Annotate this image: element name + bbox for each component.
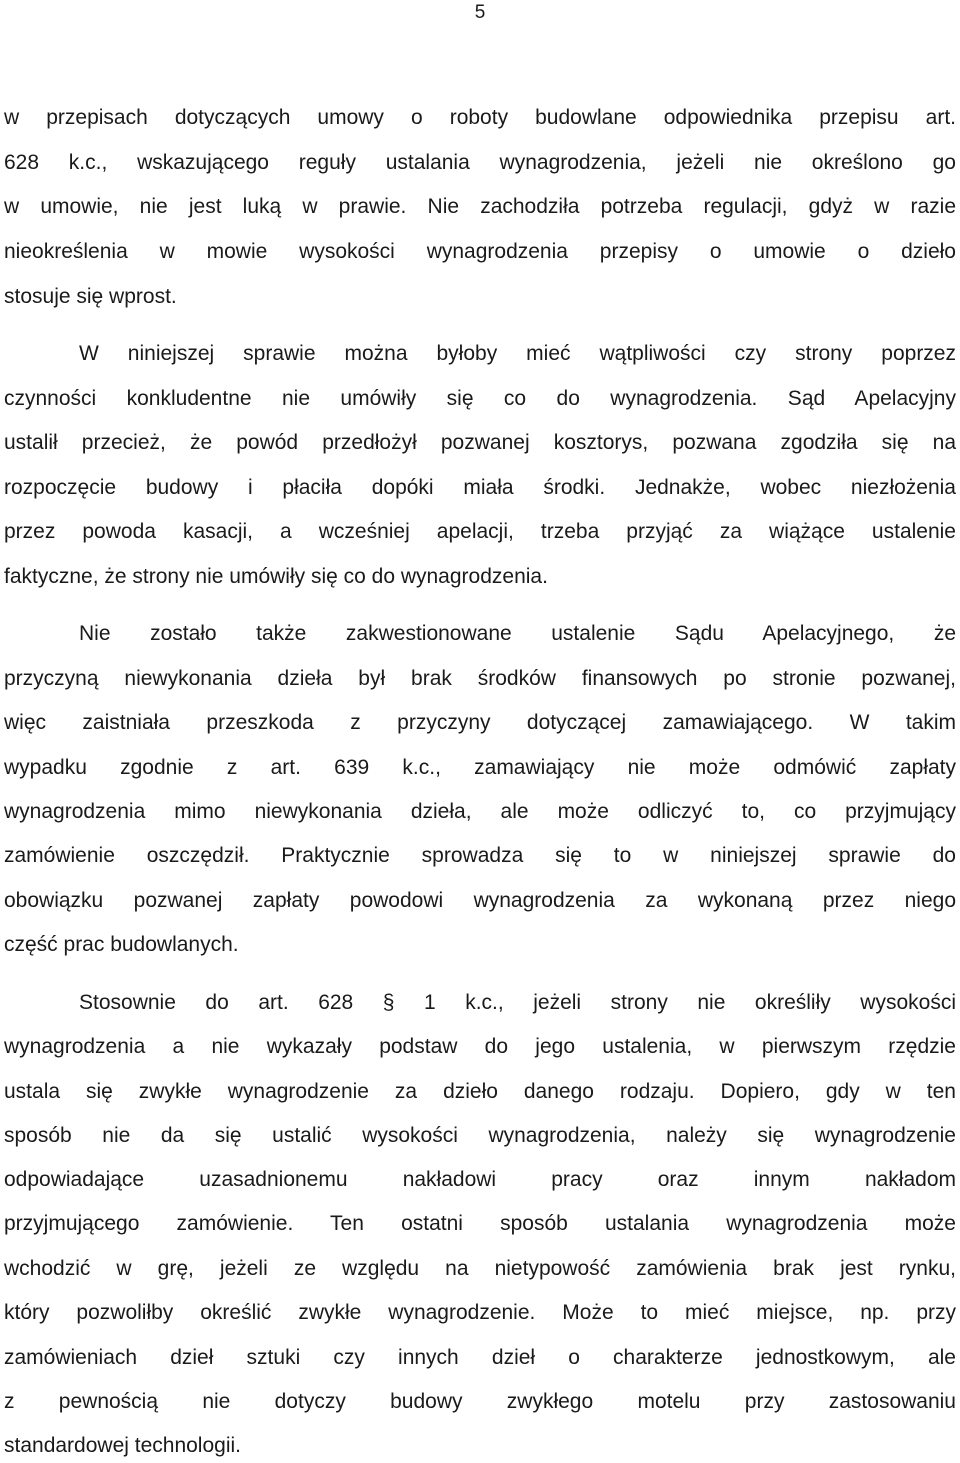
text-line: który pozwoliłby określić zwykłe wynagrodzenie. Może to mieć miejsce, np. przy bbox=[4, 1301, 956, 1324]
text-line: standardowej technologii. bbox=[4, 1434, 241, 1457]
text-line: sposób nie da się ustalić wysokości wynagrodzenia, należy się wynagrodzenie bbox=[4, 1124, 956, 1147]
text-line: 628 k.c., wskazującego reguły ustalania wynagrodzenia, jeżeli nie określono go bbox=[4, 151, 956, 174]
text-line: ustalił przecież, że powód przedłożył pozwanej kosztorys, pozwana zgodziła się na bbox=[4, 431, 956, 454]
text-line: faktyczne, że strony nie umówiły się co do wynagrodzenia. bbox=[4, 565, 548, 588]
text-line: wchodzić w grę, jeżeli ze względu na nietypowość zamówienia brak jest rynku, bbox=[4, 1257, 956, 1280]
text-line: w umowie, nie jest luką w prawie. Nie zachodziła potrzeba regulacji, gdyż w razie bbox=[4, 195, 956, 218]
page-number: 5 bbox=[474, 2, 486, 23]
text-line: wypadku zgodnie z art. 639 k.c., zamawiający nie może odmówić zapłaty bbox=[4, 756, 956, 779]
text-line: nieokreślenia w mowie wysokości wynagrodzenia przepisy o umowie o dzieło bbox=[4, 240, 956, 263]
text-line: obowiązku pozwanej zapłaty powodowi wynagrodzenia za wykonaną przez niego bbox=[4, 889, 956, 912]
text-line: część prac budowlanych. bbox=[4, 933, 239, 956]
text-line: przez powoda kasacji, a wcześniej apelacji, trzeba przyjąć za wiążące ustalenie bbox=[4, 520, 956, 543]
text-line: W niniejszej sprawie można byłoby mieć wątpliwości czy strony poprzez bbox=[79, 342, 956, 365]
text-line: w przepisach dotyczących umowy o roboty budowlane odpowiednika przepisu art. bbox=[4, 106, 956, 129]
text-line: wynagrodzenia a nie wykazały podstaw do jego ustalenia, w pierwszym rzędzie bbox=[4, 1035, 956, 1058]
text-line: czynności konkludentne nie umówiły się co do wynagrodzenia. Sąd Apelacyjny bbox=[4, 387, 956, 410]
text-line: ustala się zwykłe wynagrodzenie za dzieło danego rodzaju. Dopiero, gdy w ten bbox=[4, 1080, 956, 1103]
text-line: Nie zostało także zakwestionowane ustalenie Sądu Apelacyjnego, że bbox=[79, 622, 956, 645]
text-line: odpowiadające uzasadnionemu nakładowi pracy oraz innym nakładom bbox=[4, 1168, 956, 1191]
text-line: zamówieniach dzieł sztuki czy innych dzieł o charakterze jednostkowym, ale bbox=[4, 1346, 956, 1369]
text-line: stosuje się wprost. bbox=[4, 285, 177, 308]
text-line: rozpoczęcie budowy i płaciła dopóki miała środki. Jednakże, wobec niezłożenia bbox=[4, 476, 956, 499]
text-line: zamówienie oszczędził. Praktycznie sprowadza się to w niniejszej sprawie do bbox=[4, 844, 956, 867]
text-line: więc zaistniała przeszkoda z przyczyny dotyczącej zamawiającego. W takim bbox=[4, 711, 956, 734]
text-line: przyjmującego zamówienie. Ten ostatni sposób ustalania wynagrodzenia może bbox=[4, 1212, 956, 1235]
text-line: z pewnością nie dotyczy budowy zwykłego motelu przy zastosowaniu bbox=[4, 1390, 956, 1413]
text-line: Stosownie do art. 628 § 1 k.c., jeżeli strony nie określiły wysokości bbox=[79, 991, 956, 1014]
text-line: przyczyną niewykonania dzieła był brak środków finansowych po stronie pozwanej, bbox=[4, 667, 956, 690]
text-line: wynagrodzenia mimo niewykonania dzieła, ale może odliczyć to, co przyjmujący bbox=[4, 800, 956, 823]
